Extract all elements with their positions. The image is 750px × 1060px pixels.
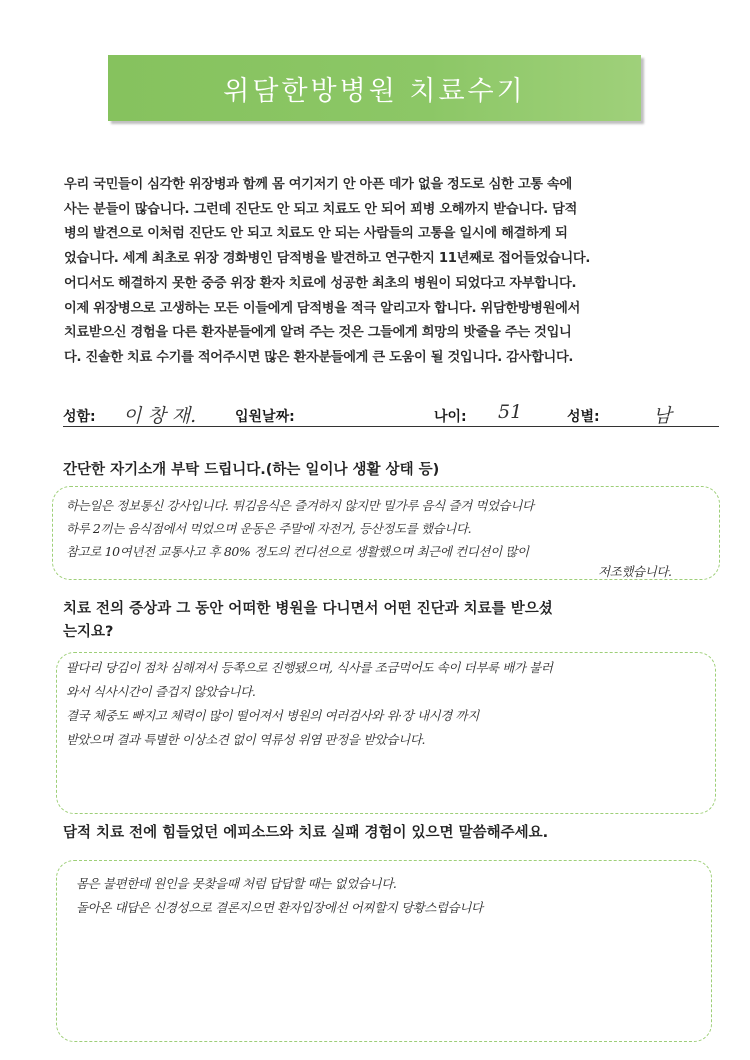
intro-line: 어디서도 해결하지 못한 중증 위장 환자 치료에 성공한 최초의 병원이 되었다고 자부합니다. xyxy=(64,275,577,291)
answer-line: 저조했습니다. xyxy=(598,564,672,579)
question-symptoms xyxy=(63,598,723,644)
admission-date-label: 입원날짜: xyxy=(235,409,295,425)
answer-line: 몸은 불편한데 원인을 못찾을때 처럼 답답할 때는 없었습니다. xyxy=(76,876,397,891)
question-line: 는지요? xyxy=(63,624,114,640)
question-episodes xyxy=(63,822,723,845)
intro-line: 이제 위장병으로 고생하는 모든 이들에게 담적병을 적극 알리고자 합니다. 위담한방병원에서 xyxy=(64,300,581,316)
age-value[interactable]: 51 xyxy=(498,401,523,423)
question-line: 치료 전의 증상과 그 동안 어떠한 병원을 다니면서 어떤 진단과 치료를 받으셨 xyxy=(63,601,553,617)
title-banner xyxy=(108,55,641,121)
name-value[interactable]: 이 창 재. xyxy=(123,405,197,427)
patient-info-row xyxy=(63,398,719,427)
gender-label: 성별: xyxy=(567,409,600,425)
answer-line: 와서 식사시간이 즐겁지 않았습니다. xyxy=(66,684,256,699)
age-label: 나이: xyxy=(434,409,467,425)
answer-line: 결국 체중도 빠지고 체력이 많이 떨어져서 병원의 여러검사와 위·장 내시경 까지 xyxy=(66,708,479,723)
intro-line: 었습니다. 세계 최초로 위장 경화병인 담적병을 발견하고 연구한지 11년째로 접어들었습니다. xyxy=(64,251,591,267)
intro-line: 사는 분들이 많습니다. 그런데 진단도 안 되고 치료도 안 되어 꾀병 오해까지 받습니다. 담적 xyxy=(64,201,578,217)
intro-line: 우리 국민들이 심각한 위장병과 함께 몸 여기저기 안 아픈 데가 없을 정도로 심한 고통 속에 xyxy=(64,177,572,192)
intro-text xyxy=(64,173,724,371)
answer-line: 팔다리 당김이 점차 심해져서 등쪽으로 진행됐으며, 식사를 조금먹어도 속이 더부룩 배가 불러 xyxy=(66,660,553,675)
answer-line: 받았으며 결과 특별한 이상소견 없이 역류성 위염 판정을 받았습니다. xyxy=(66,732,426,747)
answer-line: 하는일은 정보통신 강사입니다. 튀김음식은 즐겨하지 않지만 밀가루 음식 즐겨 먹었습니다 xyxy=(66,498,534,513)
page-title: 위담한방병원 치료수기 xyxy=(223,75,526,107)
question-line: 간단한 자기소개 부탁 드립니다.(하는 일이나 생활 상태 등) xyxy=(63,462,440,478)
question-line: 담적 치료 전에 힘들었던 에피소드와 치료 실패 경험이 있으면 말씀해주세요. xyxy=(63,825,549,841)
intro-line: 다. 진솔한 치료 수기를 적어주시면 많은 환자분들에게 큰 도움이 될 것입니다. 감사합니다. xyxy=(64,349,574,365)
answer-line: 하루 2끼는 음식점에서 먹었으며 운동은 주말에 자전거, 등산정도를 했습니다. xyxy=(66,521,472,536)
intro-line: 병의 발견으로 이처럼 진단도 안 되고 치료도 안 되는 사람들의 고통을 일시에 해결하게 되 xyxy=(64,226,568,242)
question-self-intro xyxy=(63,459,723,482)
gender-value[interactable]: 남 xyxy=(653,405,672,427)
answer-line: 참고로 10여년전 교통사고 후 80% 정도의 컨디션으로 생활했으며 최근에 컨디션이 많이 xyxy=(66,544,529,559)
answer-line: 돌아온 대답은 신경성으로 결론지으면 환자입장에선 어찌할지 당황스럽습니다 xyxy=(76,900,483,915)
intro-line: 치료받으신 경험을 다른 환자분들에게 알려 주는 것은 그들에게 희망의 밧줄을 주는 것입니 xyxy=(64,325,572,341)
name-label: 성함: xyxy=(63,409,96,425)
